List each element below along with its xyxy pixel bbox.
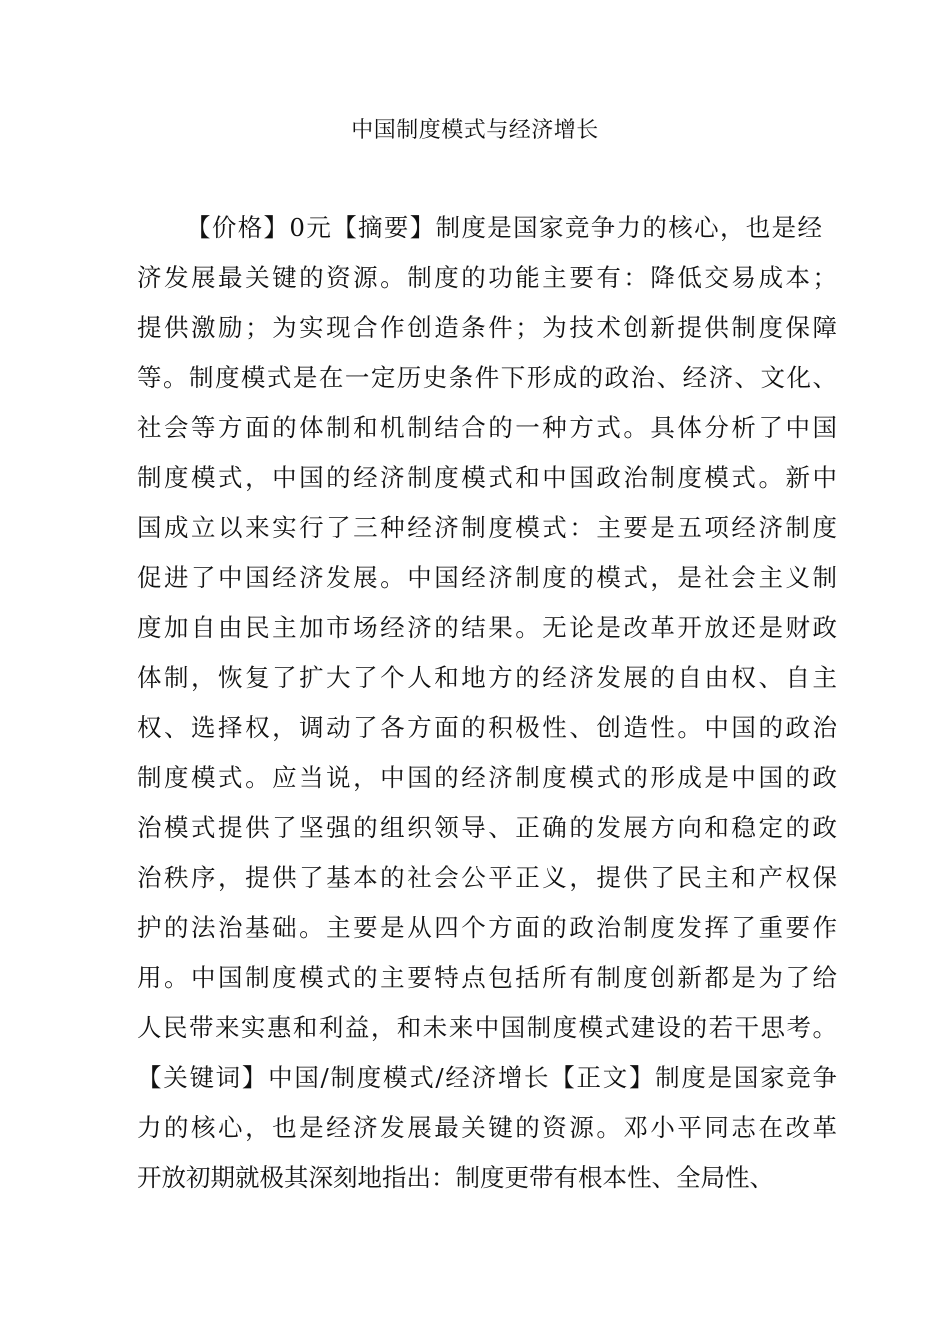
paragraph-line: 国成立以来实行了三种经济制度模式：主要是五项经济制度: [137, 513, 837, 542]
paragraph-line: 治秩序，提供了基本的社会公平正义，提供了民主和产权保: [137, 863, 837, 892]
paragraph-line: 权、选择权，调动了各方面的积极性、创造性。中国的政治: [137, 713, 837, 742]
paragraph-line: 开放初期就极其深刻地指出：制度更带有根本性、全局性、: [137, 1163, 774, 1192]
document-title: 中国制度模式与经济增长: [351, 118, 599, 143]
paragraph-line: 提供激励；为实现合作创造条件；为技术创新提供制度保障: [137, 313, 837, 342]
paragraph-line: 力的核心，也是经济发展最关键的资源。邓小平同志在改革: [137, 1113, 837, 1142]
paragraph-line: 【关键词】中国/制度模式/经济增长【正文】制度是国家竞争: [137, 1063, 837, 1092]
paragraph-line: 促进了中国经济发展。中国经济制度的模式，是社会主义制: [137, 563, 837, 592]
paragraph-line: 护的法治基础。主要是从四个方面的政治制度发挥了重要作: [137, 913, 837, 942]
paragraph-line: 【价格】0元【摘要】制度是国家竞争力的核心，也是经: [186, 213, 822, 242]
document-body: [137, 203, 837, 1203]
paragraph-line: 用。中国制度模式的主要特点包括所有制度创新都是为了给: [137, 963, 837, 992]
paragraph-line: 等。制度模式是在一定历史条件下形成的政治、经济、文化、: [137, 363, 837, 392]
paragraph-line: 治模式提供了坚强的组织领导、正确的发展方向和稳定的政: [137, 813, 837, 842]
paragraph-line: 济发展最关键的资源。制度的功能主要有：降低交易成本；: [137, 263, 837, 292]
paragraph-line: 制度模式，中国的经济制度模式和中国政治制度模式。新中: [137, 463, 837, 492]
paragraph-line: 社会等方面的体制和机制结合的一种方式。具体分析了中国: [137, 413, 837, 442]
paragraph-line: 人民带来实惠和利益，和未来中国制度模式建设的若干思考。: [137, 1013, 837, 1042]
paragraph-line: 度加自由民主加市场经济的结果。无论是改革开放还是财政: [137, 613, 837, 642]
paragraph-line: 制度模式。应当说，中国的经济制度模式的形成是中国的政: [137, 763, 837, 792]
paragraph-line: 体制，恢复了扩大了个人和地方的经济发展的自由权、自主: [137, 663, 837, 692]
